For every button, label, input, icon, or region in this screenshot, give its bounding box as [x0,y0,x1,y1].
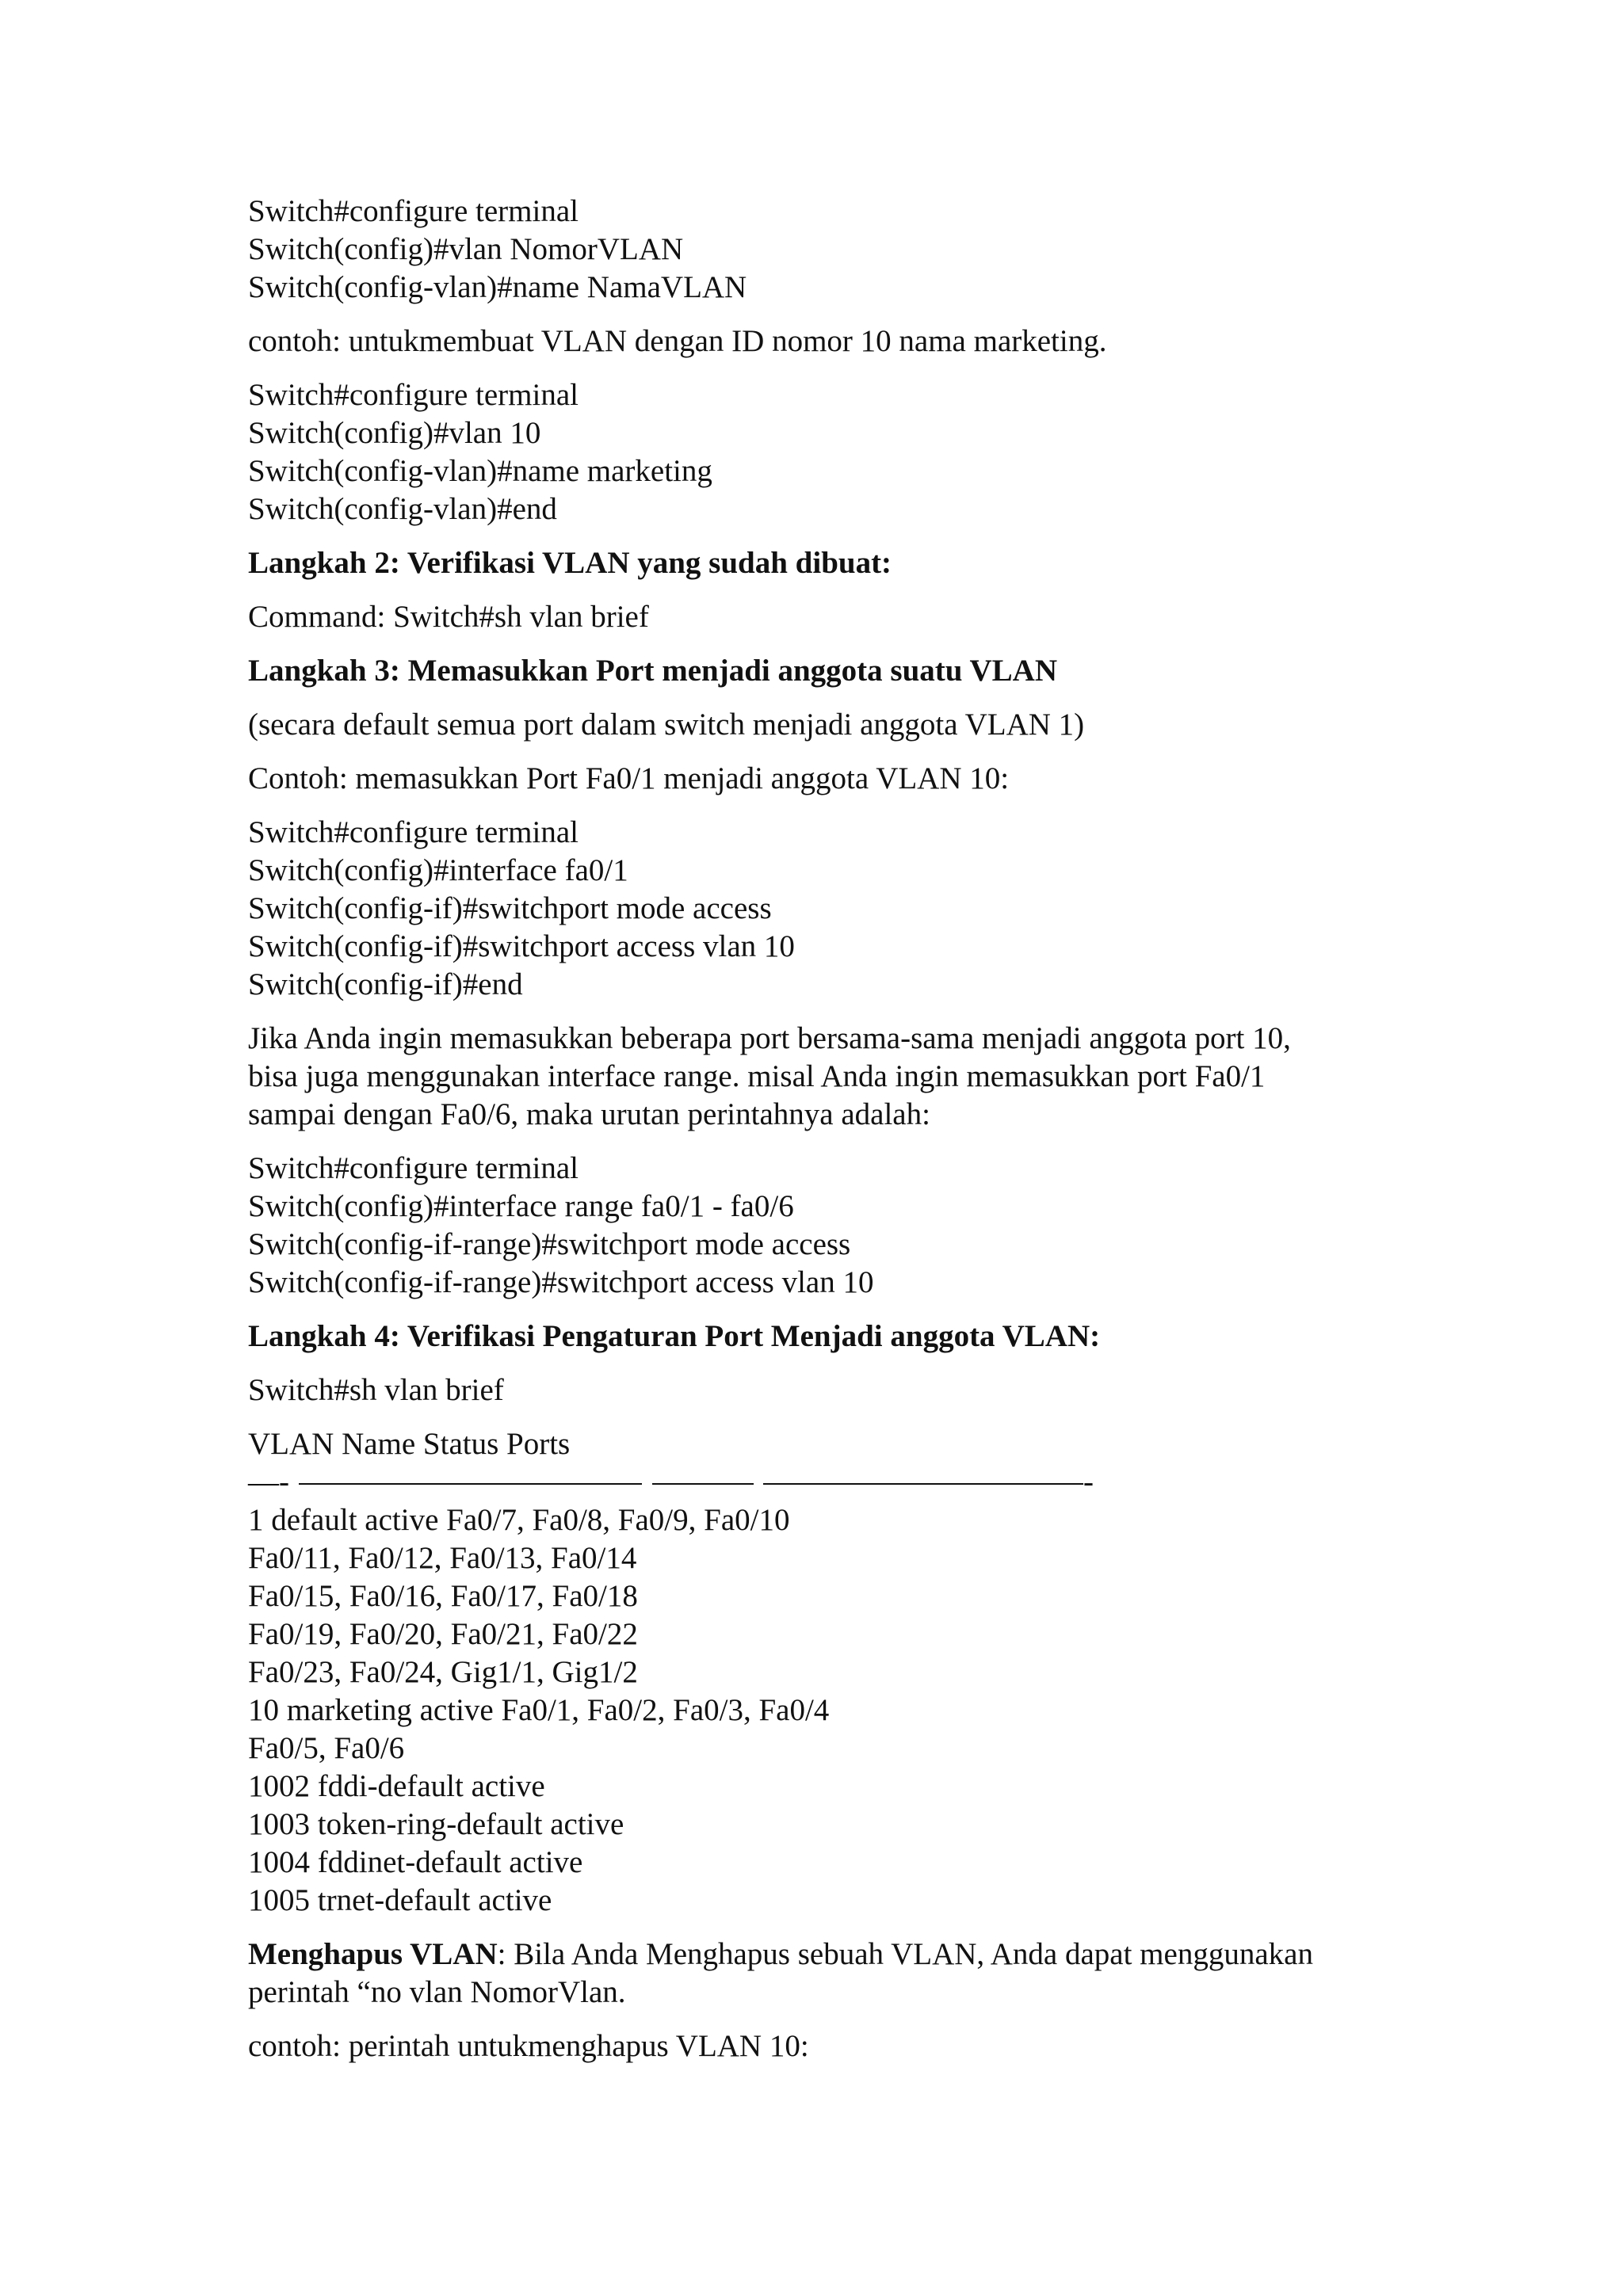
step3-example: Contoh: memasukkan Port Fa0/1 menjadi anggota VLAN 10: [248,761,1010,795]
vlan-table-row: 1 default active Fa0/7, Fa0/8, Fa0/9, Fa0/10 [248,1503,790,1537]
vlan-table-row: 1002 fddi-default active [248,1769,545,1803]
vlan-table-row: Fa0/23, Fa0/24, Gig1/1, Gig1/2 [248,1655,638,1689]
separator-end: - [1083,1465,1094,1499]
delete-vlan-paragraph [248,1936,1421,2012]
delete-example: contoh: perintah untukmenghapus VLAN 10: [248,2029,809,2063]
code-line: Switch(config-vlan)#end [248,492,557,526]
code-block-port-access [248,814,1421,1004]
step4-heading: Langkah 4: Verifikasi Pengaturan Port Menjadi anggota VLAN: [248,1319,1101,1353]
code-line: Switch(config-vlan)#name marketing [248,454,712,488]
code-line: Switch(config-if-range)#switchport access vlan 10 [248,1265,874,1299]
code-line: Switch(config-if)#switchport access vlan 10 [248,929,795,963]
step3-heading: Langkah 3: Memasukkan Port menjadi anggota suatu VLAN [248,654,1058,688]
vlan-table-row: Fa0/19, Fa0/20, Fa0/21, Fa0/22 [248,1617,638,1651]
delete-text: : Bila Anda Menghapus sebuah VLAN, Anda dapat menggunakan [497,1937,1313,1971]
vlan-table-header: VLAN Name Status Ports [248,1427,571,1461]
paragraph-line: bisa juga menggunakan interface range. misal Anda ingin memasukkan port Fa0/1 [248,1059,1266,1093]
vlan-table-separator [248,1463,1421,1501]
separator-dash [299,1483,642,1485]
paragraph-line [248,1936,1421,1974]
code-block-vlan-syntax [248,193,1421,307]
paragraph-line: sampai dengan Fa0/6, maka urutan perintahnya adalah: [248,1097,930,1131]
code-block-vlan-example [248,376,1421,528]
document-page [248,193,1421,2081]
vlan-table-row: Fa0/5, Fa0/6 [248,1731,405,1765]
vlan-table-row: 1003 token-ring-default active [248,1807,624,1841]
code-line: Switch#configure terminal [248,815,579,849]
range-paragraph [248,1020,1421,1134]
delete-heading: Menghapus VLAN [248,1937,498,1971]
code-block-port-range [248,1150,1421,1302]
vlan-table-row: 10 marketing active Fa0/1, Fa0/2, Fa0/3, Fa0/4 [248,1693,830,1727]
vlan-brief-output [248,1425,1421,1920]
code-line: Switch#configure terminal [248,378,579,412]
separator-dash [763,1483,1083,1485]
step2-heading: Langkah 2: Verifikasi VLAN yang sudah dibuat: [248,546,892,580]
paragraph-line: perintah “no vlan NomorVlan. [248,1975,626,2009]
step2-command: Command: Switch#sh vlan brief [248,600,649,634]
code-line: Switch(config-if)#switchport mode access [248,891,772,925]
example-text: contoh: untukmembuat VLAN dengan ID nomor 10 nama marketing. [248,324,1107,358]
vlan-table-row: Fa0/15, Fa0/16, Fa0/17, Fa0/18 [248,1579,638,1613]
code-line: Switch(config-if)#end [248,967,523,1001]
code-line: Switch(config)#vlan NomorVLAN [248,232,684,266]
step3-note: (secara default semua port dalam switch menjadi anggota VLAN 1) [248,707,1085,742]
separator-start: —- [248,1465,289,1499]
code-line: Switch#configure terminal [248,1151,579,1185]
vlan-table-row: Fa0/11, Fa0/12, Fa0/13, Fa0/14 [248,1541,637,1575]
paragraph-line: Jika Anda ingin memasukkan beberapa port bersama-sama menjadi anggota port 10, [248,1021,1291,1055]
vlan-table-row: 1005 trnet-default active [248,1883,552,1917]
step4-command: Switch#sh vlan brief [248,1373,504,1407]
code-line: Switch(config-vlan)#name NamaVLAN [248,270,747,304]
vlan-table-row: 1004 fddinet-default active [248,1845,583,1879]
code-line: Switch#configure terminal [248,194,579,228]
code-line: Switch(config)#interface fa0/1 [248,853,628,887]
code-line: Switch(config-if-range)#switchport mode access [248,1227,851,1261]
code-line: Switch(config)#interface range fa0/1 - fa0/6 [248,1189,794,1223]
separator-dash [652,1483,754,1485]
code-line: Switch(config)#vlan 10 [248,416,541,450]
